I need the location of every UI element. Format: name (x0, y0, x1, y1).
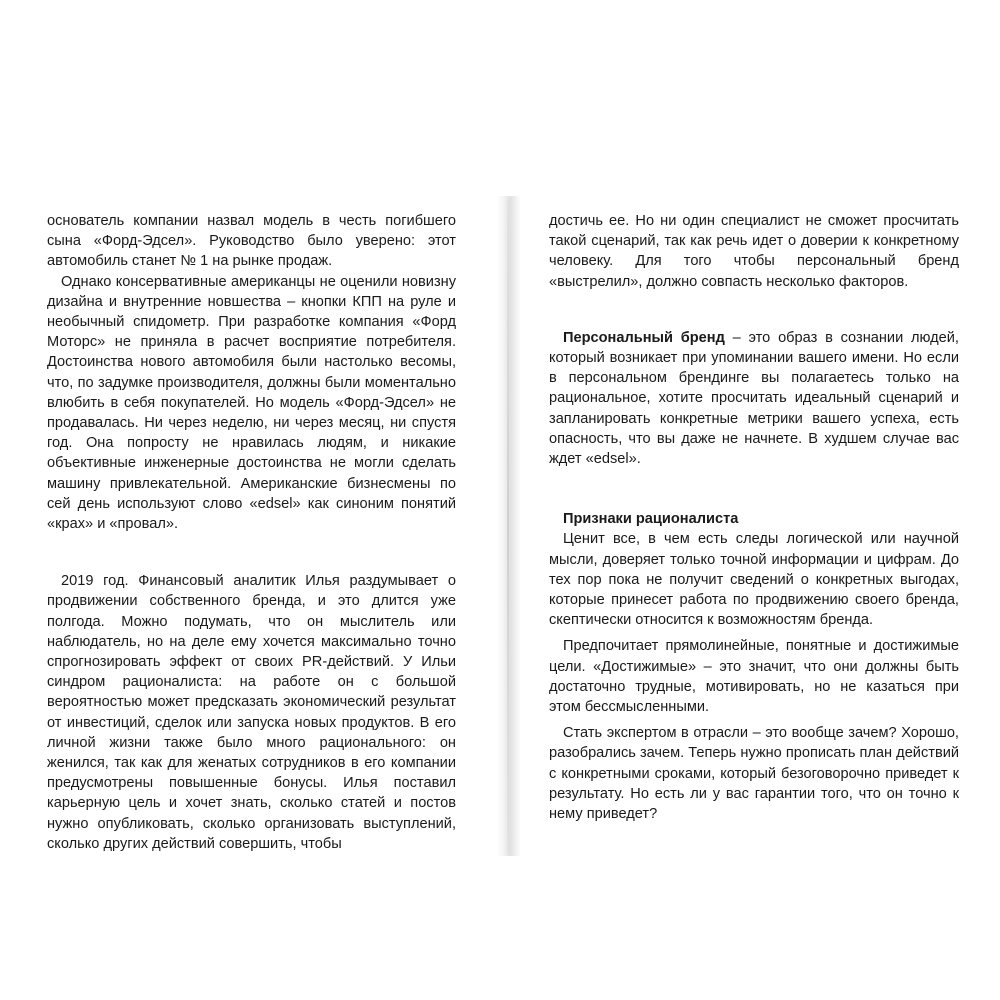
book-gutter-fold (507, 200, 509, 852)
definition-text: – это образ в сознании людей, который возникает при упоминании вашего имени. Но если в персональном брендинге вы полагаетесь только на рациональное, хотите просчитать идеальный сценарий и запланировать конкретные метрики вашего успеха, есть опасность, что вы даже не начнете. В худшем случае вас ждет «edsel». (549, 329, 959, 468)
definition-paragraph (549, 328, 959, 469)
left-page (47, 211, 456, 854)
right-paragraph-3: Ценит все, в чем есть следы логической или научной мысли, доверяет только точной информации и цифрам. До тех пор пока не получит сведений о конкретных выгодах, которые принесет работа по продвижению своего бренда, скептически относится к возможностям бренда. (549, 531, 959, 629)
section-heading: Признаки рационалиста (563, 511, 739, 528)
book-gutter-shadow (497, 196, 521, 856)
left-paragraph-1: основатель компании назвал модель в честь погибшего сына «Форд-Эдсел». Руководство было уверено: этот автомобиль станет № 1 на рынке продаж. (47, 213, 456, 270)
paragraph-spacer (47, 534, 456, 571)
right-paragraph-1: достичь ее. Но ни один специалист не сможет просчитать такой сценарий, так как речь идет о доверии к конкретному человеку. Для того чтобы персональный бренд «выстрелил», должно совпасть несколько факторов. (549, 213, 959, 290)
left-paragraph-3: 2019 год. Финансовый аналитик Илья раздумывает о продвижении собственного бренда, и это длится уже полгода. Можно подумать, что он мыслитель или наблюдатель, но на деле ему хочется максимально точно спрогнозировать эффект от своих PR-действий. У Ильи синдром рационалиста: на работе он с большой вероятностью может предсказать экономический результат от инвестиций, сделок или запуска новых продуктов. В его личной жизни также было много рационального: он женился, так как для женатых сотрудников в его компании предусмотрены повышенные бонусы. Илья поставил карьерную цель и хочет знать, сколько статей и постов нужно опубликовать, сколько организовать выступлений, сколько других действий совершить, чтобы (47, 573, 456, 852)
section-spacer (549, 469, 959, 509)
right-paragraph-4: Предпочитает прямолинейные, понятные и достижимые цели. «Достижимые» – это значит, что они должны быть достаточно трудные, мотивировать, но не казаться при этом бессмысленными. (549, 638, 959, 716)
right-paragraph-5: Стать экспертом в отрасли – это вообще зачем? Хорошо, разобрались зачем. Теперь нужно прописать план действий с конкретными сроками, который безоговорочно приведет к результату. Но есть ли у вас гарантии того, что он точно к нему приведет? (549, 725, 959, 823)
right-page (549, 211, 959, 824)
left-paragraph-2: Однако консервативные американцы не оценили новизну дизайна и внутренние новшества – кнопки КПП на руле и необычный спидометр. При разработке компания «Форд Моторс» не приняла в расчет восприятие потребителя. Достоинства нового автомобиля были настолько весомы, что, по задумке производителя, должны были моментально влюбить в себя покупателей. Но модель «Форд-Эдсел» не продавалась. Ни через неделю, ни через месяц, ни спустя год. Она попросту не нравилась людям, и никакие объективные инженерные достоинства не могли сделать машину привлекательной. Американские бизнесмены по сей день используют слово «edsel» как синоним понятий «крах» и «провал». (47, 273, 456, 533)
paragraph-spacer (549, 292, 959, 328)
definition-term: Персональный бренд (563, 329, 725, 346)
